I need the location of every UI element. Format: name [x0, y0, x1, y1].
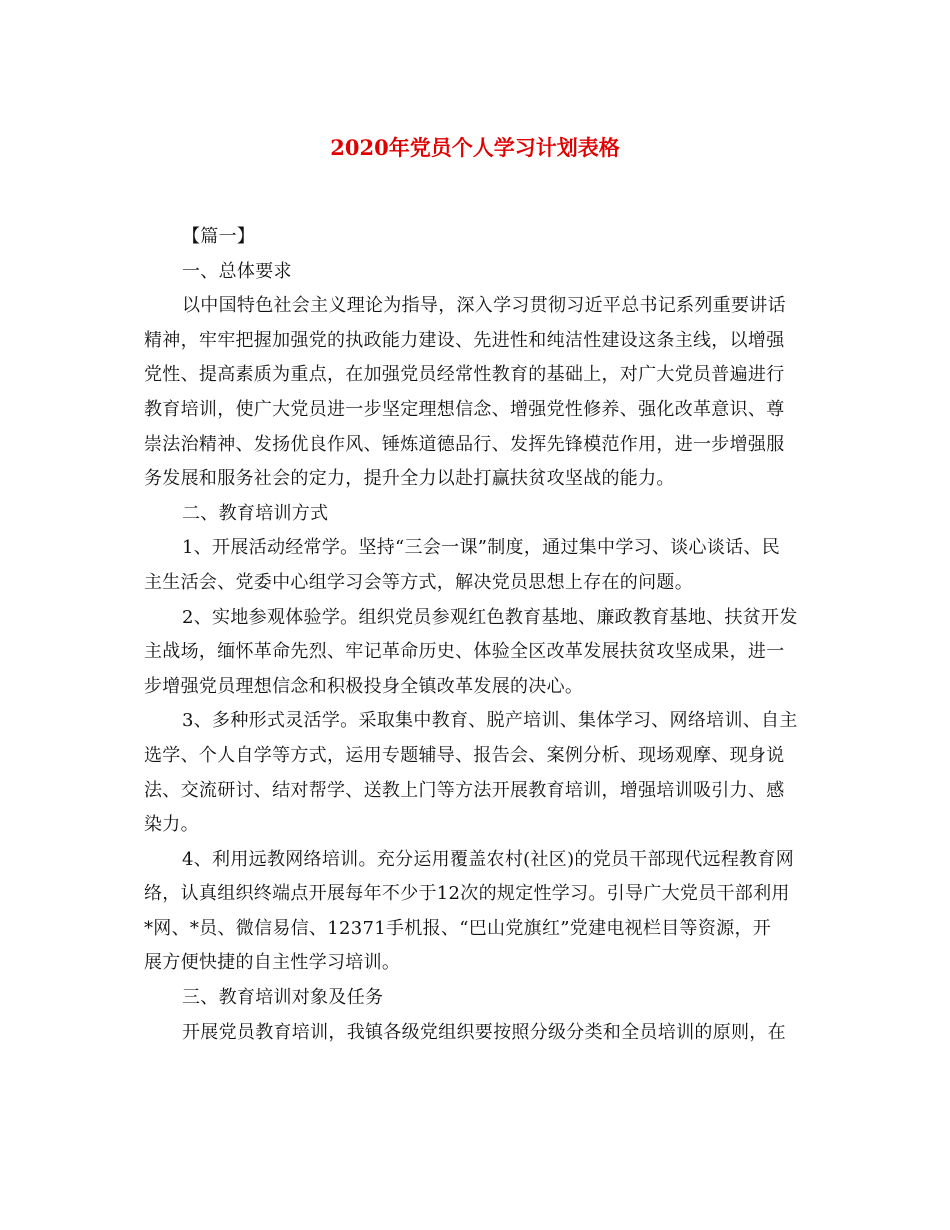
text-line: *网、*员、微信易信、12371手机报、“巴山党旗红”党建电视栏目等资源，开: [144, 917, 772, 939]
text-line: 法、交流研讨、结对帮学、送教上门等方法开展教育培训，增强培训吸引力、感: [144, 779, 785, 801]
text-line: 3、多种形式灵活学。采取集中教育、脱产培训、集体学习、网络培训、自主: [182, 710, 798, 732]
text-line: 步增强党员理想信念和积极投身全镇改革发展的决心。: [144, 675, 584, 697]
section-heading: [144, 981, 806, 1016]
text-line: 染力。: [144, 814, 199, 836]
text-line: 以中国特色社会主义理论为指导，深入学习贯彻习近平总书记系列重要讲话: [182, 295, 786, 317]
paragraph: [144, 1016, 806, 1051]
section-heading: [144, 220, 806, 255]
text-line: 务发展和服务社会的定力，提升全力以赴打赢扶贫攻坚战的能力。: [144, 468, 675, 490]
text-line: 崇法治精神、发扬优良作风、锤炼道德品行、发挥先锋模范作用，进一步增强服: [144, 433, 785, 455]
text-line: 一、总体要求: [182, 260, 292, 282]
paragraph: [144, 843, 806, 981]
section-heading: [144, 255, 806, 290]
text-line: 络，认真组织终端点开展每年不少于12次的规定性学习。引导广大党员干部利用: [144, 883, 790, 905]
text-line: 展方便快捷的自主性学习培训。: [144, 952, 401, 974]
text-line: 2、实地参观体验学。组织党员参观红色教育基地、廉政教育基地、扶贫开发: [182, 606, 798, 628]
section-heading: [144, 497, 806, 532]
text-line: 4、利用远教网络培训。充分运用覆盖农村(社区)的党员干部现代远程教育网: [182, 848, 794, 870]
paragraph: [144, 289, 806, 497]
document-body: [144, 220, 806, 1050]
text-line: 选学、个人自学等方式，运用专题辅导、报告会、案例分析、现场观摩、现身说: [144, 744, 785, 766]
document-title: 2020年党员个人学习计划表格: [330, 135, 620, 160]
text-line: 开展党员教育培训，我镇各级党组织要按照分级分类和全员培训的原则，在: [182, 1021, 786, 1043]
text-line: 精神，牢牢把握加强党的执政能力建设、先进性和纯洁性建设这条主线，以增强: [144, 329, 785, 351]
paragraph: [144, 531, 806, 600]
text-line: 【篇一】: [182, 226, 256, 247]
text-line: 教育培训，使广大党员进一步坚定理想信念、增强党性修养、强化改革意识、尊: [144, 398, 785, 420]
text-line: 三、教育培训对象及任务: [182, 987, 384, 1009]
text-line: 主战场，缅怀革命先烈、牢记革命历史、体验全区改革发展扶贫攻坚成果，进一: [144, 641, 785, 663]
text-line: 主生活会、党委中心组学习会等方式，解决党员思想上存在的问题。: [144, 571, 693, 593]
text-line: 二、教育培训方式: [182, 502, 329, 524]
paragraph: [144, 601, 806, 705]
text-line: 1、开展活动经常学。坚持“三会一课”制度，通过集中学习、谈心谈话、民: [182, 537, 781, 559]
text-line: 党性、提高素质为重点，在加强党员经常性教育的基础上，对广大党员普遍进行: [144, 364, 785, 386]
paragraph: [144, 704, 806, 842]
